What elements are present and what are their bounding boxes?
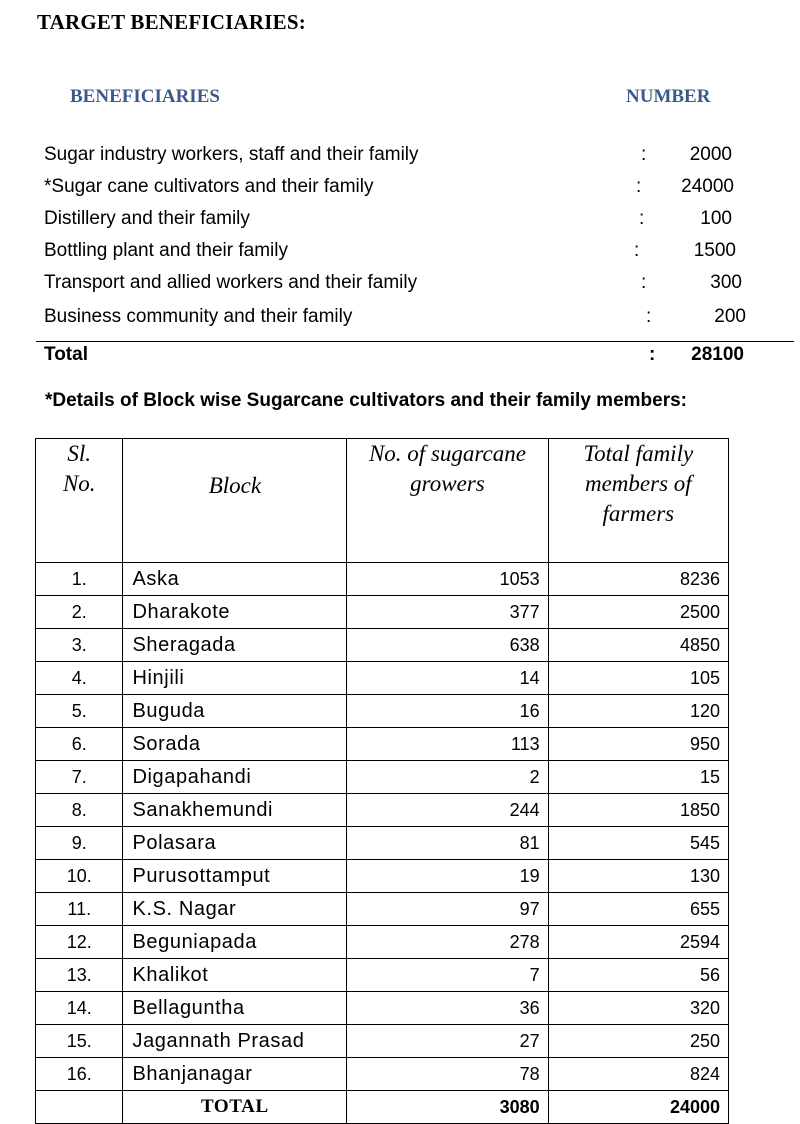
cell-family: 1850 [548,794,728,827]
table-row [36,728,729,761]
page-title: TARGET BENEFICIARIES: [37,10,306,34]
cell-sl-no: 5. [36,695,123,728]
cell-family: 824 [548,1058,728,1091]
cell-family: 130 [548,860,728,893]
beneficiary-row [44,176,764,208]
cell-sl-no: 2. [36,596,123,629]
column-header-number: NUMBER [626,86,711,107]
cell-family: 320 [548,992,728,1025]
cell-family: 15 [548,761,728,794]
beneficiary-colon: : [646,306,652,327]
cell-block: K.S. Nagar [123,893,347,926]
cell-block: Jagannath Prasad [123,1025,347,1058]
cell-family: 2594 [548,926,728,959]
total-colon: : [649,344,656,365]
cell-family: 56 [548,959,728,992]
cell-block: Aska [123,563,347,596]
cell-growers: 81 [347,827,548,860]
cell-block: Sheragada [123,629,347,662]
table-row [36,860,729,893]
beneficiary-colon: : [641,272,647,293]
cell-sl-no: 9. [36,827,123,860]
beneficiary-label: Business community and their family [44,306,353,327]
beneficiary-row [44,144,764,176]
cell-growers: 27 [347,1025,548,1058]
beneficiaries-total-row [44,344,764,376]
total-label: Total [44,344,88,365]
total-divider [36,341,794,342]
cell-growers: 244 [347,794,548,827]
cell-sl-no: 4. [36,662,123,695]
cell-sl-no: 14. [36,992,123,1025]
cell-total-label: TOTAL [123,1091,347,1124]
beneficiary-colon: : [636,176,642,197]
cell-sl-no: 7. [36,761,123,794]
cell-family: 2500 [548,596,728,629]
header-growers-text: No. of sugarcane growers [368,441,526,496]
header-family [548,439,728,563]
beneficiary-value: 200 [714,306,746,327]
cell-growers: 638 [347,629,548,662]
cell-sl-no: 1. [36,563,123,596]
cell-family: 4850 [548,629,728,662]
beneficiary-colon: : [641,144,647,165]
beneficiary-label: *Sugar cane cultivators and their family [44,176,374,197]
beneficiary-label: Sugar industry workers, staff and their family [44,144,419,165]
header-family-text: Total family members of farmers [583,441,694,526]
cell-block: Sanakhemundi [123,794,347,827]
cell-family: 250 [548,1025,728,1058]
table-row [36,563,729,596]
cell-total-growers: 3080 [347,1091,548,1124]
beneficiary-value: 1500 [693,240,736,261]
table-row [36,1058,729,1091]
cell-growers: 36 [347,992,548,1025]
cell-growers: 16 [347,695,548,728]
beneficiary-value: 2000 [689,144,732,165]
cell-block: Digapahandi [123,761,347,794]
cell-block: Dharakote [123,596,347,629]
cell-sl-no: 13. [36,959,123,992]
cell-sl-no: 10. [36,860,123,893]
table-total-row [36,1091,729,1124]
cell-total-empty [36,1091,123,1124]
cell-block: Polasara [123,827,347,860]
cell-family: 655 [548,893,728,926]
beneficiary-row [44,272,764,304]
cell-growers: 2 [347,761,548,794]
table-row [36,629,729,662]
cell-growers: 1053 [347,563,548,596]
header-block-text: Block [208,472,262,498]
cell-block: Sorada [123,728,347,761]
beneficiary-label: Transport and allied workers and their family [44,272,418,293]
cell-total-family: 24000 [548,1091,728,1124]
beneficiary-value: 300 [710,272,742,293]
table-row [36,695,729,728]
cell-sl-no: 3. [36,629,123,662]
cell-block: Buguda [123,695,347,728]
cell-sl-no: 16. [36,1058,123,1091]
cell-sl-no: 8. [36,794,123,827]
column-header-beneficiaries: BENEFICIARIES [70,86,220,107]
total-value: 28100 [691,344,744,365]
beneficiary-row [44,306,764,338]
header-sl-no-text: Sl. No. [62,441,96,496]
beneficiary-label: Bottling plant and their family [44,240,288,261]
details-heading: *Details of Block wise Sugarcane cultivators and their family members: [45,390,687,411]
cell-growers: 14 [347,662,548,695]
table-row [36,1025,729,1058]
cell-family: 105 [548,662,728,695]
table-row [36,596,729,629]
cell-growers: 113 [347,728,548,761]
beneficiary-colon: : [639,208,645,229]
cell-growers: 97 [347,893,548,926]
header-block [123,439,347,563]
table-row [36,926,729,959]
cell-block: Purusottamput [123,860,347,893]
cell-sl-no: 15. [36,1025,123,1058]
cell-block: Khalikot [123,959,347,992]
cell-family: 120 [548,695,728,728]
table-row [36,959,729,992]
beneficiary-value: 24000 [681,176,734,197]
beneficiary-value: 100 [700,208,732,229]
table-header-row [36,439,729,563]
cell-growers: 19 [347,860,548,893]
cell-growers: 7 [347,959,548,992]
table-row [36,662,729,695]
cell-family: 545 [548,827,728,860]
table-row [36,893,729,926]
cell-sl-no: 12. [36,926,123,959]
cell-growers: 78 [347,1058,548,1091]
cell-block: Hinjili [123,662,347,695]
table-row [36,827,729,860]
cell-block: Beguniapada [123,926,347,959]
cell-block: Bellaguntha [123,992,347,1025]
cell-family: 950 [548,728,728,761]
cell-growers: 377 [347,596,548,629]
header-sl-no [36,439,123,563]
cell-sl-no: 11. [36,893,123,926]
beneficiary-row [44,240,764,272]
table-row [36,992,729,1025]
table-row [36,761,729,794]
table-row [36,794,729,827]
block-table [35,438,729,1124]
cell-block: Bhanjanagar [123,1058,347,1091]
cell-sl-no: 6. [36,728,123,761]
beneficiary-colon: : [634,240,640,261]
cell-family: 8236 [548,563,728,596]
cell-growers: 278 [347,926,548,959]
beneficiary-row [44,208,764,240]
header-growers [347,439,548,563]
beneficiary-label: Distillery and their family [44,208,250,229]
